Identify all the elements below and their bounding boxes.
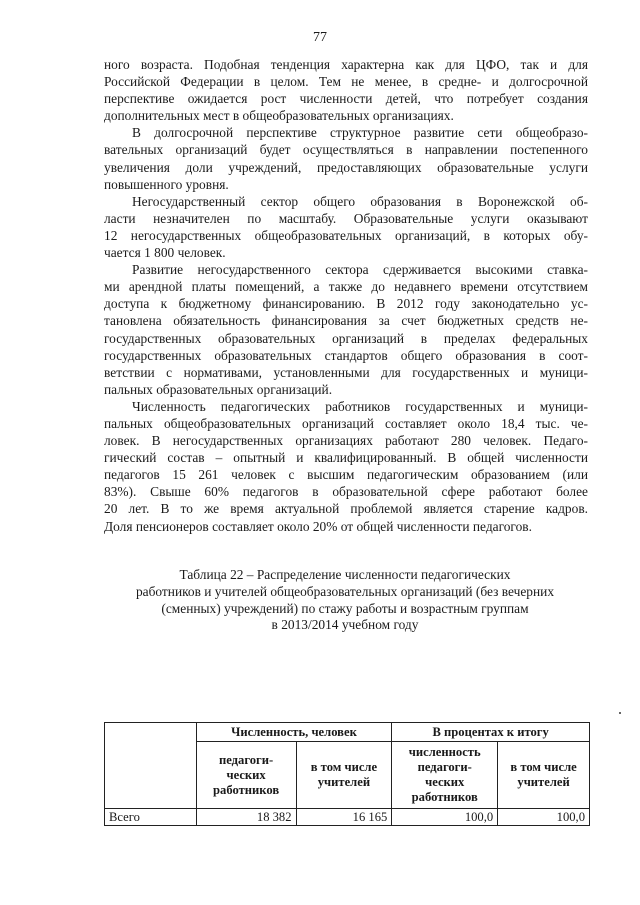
table-caption	[100, 567, 590, 634]
caption-line: (сменных) учреждений) по стажу работы и возрастным группам	[161, 600, 529, 616]
text-line: 12 негосударственных общеобразовательных организаций, в которых обу-	[104, 227, 588, 243]
group-header-count: Численность, человек	[196, 723, 392, 742]
text-line: чается 1 800 человек.	[104, 245, 226, 261]
caption-line: работников и учителей общеобразовательных организаций (без вечерних	[135, 583, 555, 599]
text-line: ветствии с нормативами, установленными для государственных и муници-	[104, 364, 588, 380]
row-label: Всего	[105, 809, 197, 826]
page-number: 77	[313, 30, 327, 45]
text-line: Негосударственный сектор общего образования в Воронежской об-	[132, 193, 588, 209]
column-header: численность педагоги- ческих работников	[392, 742, 498, 809]
distribution-table	[104, 722, 590, 826]
body-text	[104, 56, 588, 535]
caption-line: в 2013/2014 учебном году	[271, 617, 419, 633]
text-line: В долгосрочной перспективе структурное развитие сети общеобразо-	[132, 125, 588, 141]
column-header: педагоги- ческих работников	[196, 742, 296, 809]
table-cell: 100,0	[498, 809, 590, 826]
paragraph-2	[104, 124, 588, 192]
text-line: пальных общеобразовательных организаций составляет около 18,4 тыс. че-	[104, 415, 588, 431]
text-line: увеличения доли учреждений, предоставляющих образовательные услуги	[104, 159, 588, 175]
text-line: 83%). Свыше 60% педагогов в образовательной сфере работают более	[104, 484, 588, 500]
paragraph-1	[104, 56, 588, 124]
text-line: Российской Федерации в целом. Тем не менее, в средне- и долгосрочной	[104, 74, 588, 90]
text-line: ловек. В негосударственных организациях работают 280 человек. Педаго-	[104, 433, 588, 449]
text-line: пальных образовательных организаций.	[104, 381, 333, 397]
text-line: тановлена обязательность финансирования за счет бюджетных средств не-	[104, 313, 588, 329]
column-header: в том числе учителей	[296, 742, 392, 809]
paragraph-5	[104, 398, 588, 535]
text-line: педагогов 15 261 человек с высшим педагогическим образованием (или	[104, 467, 588, 483]
text-line: перспективе ожидается рост численности детей, что потребует создания	[104, 91, 588, 107]
text-line: Численность педагогических работников государственных и муници-	[132, 398, 588, 414]
text-line: вательных организаций будет осуществляться в направлении постепенного	[104, 142, 588, 158]
text-line: ного возраста. Подобная тенденция характерна как для ЦФО, так и для	[104, 57, 588, 72]
margin-mark	[619, 712, 621, 714]
text-line: 20 лет. В то же время актуальной проблемой является старение кадров.	[104, 501, 588, 517]
text-line: ласти незначителен по масштабу. Образовательные услуги оказывают	[104, 210, 588, 226]
column-header: в том числе учителей	[498, 742, 590, 809]
text-line: Развитие негосударственного сектора сдерживается высокими ставка-	[132, 262, 588, 278]
table-cell: 18 382	[196, 809, 296, 826]
group-header-percent: В процентах к итогу	[392, 723, 590, 742]
caption-line: Таблица 22 – Распределение численности педагогических	[179, 567, 511, 582]
text-line: государственных образовательных организаций в пределах федеральных	[104, 330, 588, 346]
paragraph-3	[104, 193, 588, 261]
corner-cell	[105, 723, 197, 809]
table-row	[105, 809, 590, 826]
table-cell: 100,0	[392, 809, 498, 826]
text-line: повышенного уровня.	[104, 176, 229, 192]
text-line: ми арендной платы помещений, а также до недавнего времени отсутствием	[104, 279, 588, 295]
text-line: Доля пенсионеров составляет около 20% от общей численности педагогов.	[104, 518, 532, 534]
text-line: государственных образовательных стандартов общего образования в соот-	[104, 347, 588, 363]
paragraph-4	[104, 261, 588, 398]
text-line: гический состав – опытный и квалифицированный. В общей численности	[104, 450, 588, 466]
text-line: дополнительных мест в общеобразовательных организациях.	[104, 108, 454, 124]
table-cell: 16 165	[296, 809, 392, 826]
text-line: доступа к бюджетному финансированию. В 2012 году законодательно ус-	[104, 296, 588, 312]
table-group-header-row	[105, 723, 590, 742]
